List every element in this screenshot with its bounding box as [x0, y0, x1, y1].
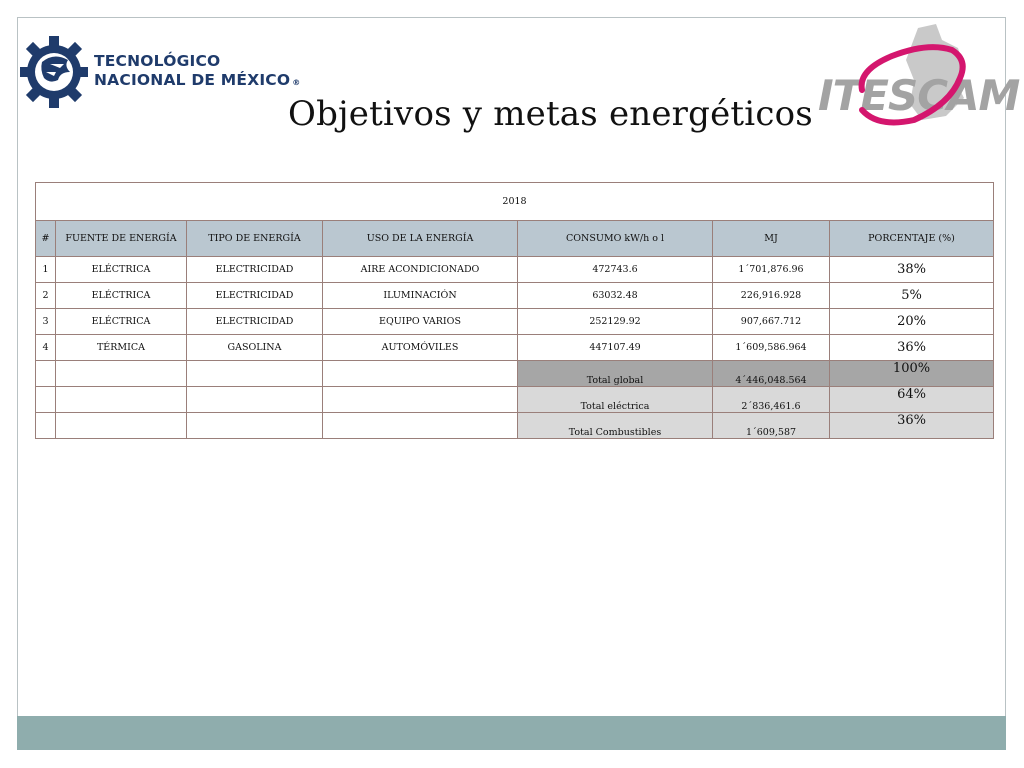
row-number: 4: [36, 335, 56, 361]
year-cell: 2018: [36, 183, 994, 221]
empty-cell: [187, 361, 323, 387]
row-type: ELECTRICIDAD: [187, 257, 323, 283]
table-header-row: [36, 221, 994, 257]
empty-cell: [36, 413, 56, 439]
tecnm-emblem-icon: [20, 22, 88, 122]
row-type: ELECTRICIDAD: [187, 283, 323, 309]
table-row: [36, 283, 994, 309]
row-percent: 38%: [830, 257, 994, 283]
empty-cell: [56, 387, 187, 413]
row-percent: 5%: [830, 283, 994, 309]
table-row: [36, 335, 994, 361]
row-number: 1: [36, 257, 56, 283]
row-source: TÉRMICA: [56, 335, 187, 361]
table-row: [36, 257, 994, 283]
page-title: Objetivos y metas energéticos: [288, 94, 813, 134]
empty-cell: [187, 413, 323, 439]
tecnm-logo: [20, 22, 301, 122]
row-use: EQUIPO VARIOS: [323, 309, 518, 335]
empty-cell: [187, 387, 323, 413]
header-mj: MJ: [713, 221, 830, 257]
row-mj: 1´609,586.964: [713, 335, 830, 361]
row-consumption: 472743.6: [518, 257, 713, 283]
row-mj: 1´701,876.96: [713, 257, 830, 283]
row-number: 2: [36, 283, 56, 309]
header-percent: PORCENTAJE (%): [830, 221, 994, 257]
row-type: ELECTRICIDAD: [187, 309, 323, 335]
total-fuel-percent: 36%: [830, 413, 994, 439]
empty-cell: [56, 361, 187, 387]
total-global-row: [36, 361, 994, 387]
itescam-swoosh-icon: [818, 20, 1003, 132]
table-row: [36, 309, 994, 335]
row-use: AUTOMÓVILES: [323, 335, 518, 361]
header-type: TIPO DE ENERGÍA: [187, 221, 323, 257]
total-electric-label: Total eléctrica: [518, 387, 713, 413]
total-electric-mj: 2´836,461.6: [713, 387, 830, 413]
footer-bar: [17, 716, 1006, 750]
empty-cell: [56, 413, 187, 439]
header-number: #: [36, 221, 56, 257]
header-consumption: CONSUMO kW/h o l: [518, 221, 713, 257]
row-use: AIRE ACONDICIONADO: [323, 257, 518, 283]
empty-cell: [36, 387, 56, 413]
total-fuel-row: [36, 413, 994, 439]
empty-cell: [36, 361, 56, 387]
tecnm-name: [94, 52, 300, 92]
empty-cell: [323, 413, 518, 439]
row-use: ILUMINACIÓN: [323, 283, 518, 309]
row-consumption: 252129.92: [518, 309, 713, 335]
row-source: ELÉCTRICA: [56, 283, 187, 309]
header-use: USO DE LA ENERGÍA: [323, 221, 518, 257]
row-percent: 36%: [830, 335, 994, 361]
row-consumption: 63032.48: [518, 283, 713, 309]
row-source: ELÉCTRICA: [56, 309, 187, 335]
total-global-mj: 4´446,048.564: [713, 361, 830, 387]
row-source: ELÉCTRICA: [56, 257, 187, 283]
row-type: GASOLINA: [187, 335, 323, 361]
header-source: FUENTE DE ENERGÍA: [56, 221, 187, 257]
row-number: 3: [36, 309, 56, 335]
empty-cell: [323, 387, 518, 413]
row-percent: 20%: [830, 309, 994, 335]
itescam-wordmark: ITESCAM: [818, 71, 1020, 120]
energy-table: [35, 182, 994, 439]
registered-mark: ®: [292, 78, 301, 87]
tecnm-name-line2: NACIONAL DE MÉXICO: [94, 71, 291, 89]
table-year-row: [36, 183, 994, 221]
row-mj: 907,667.712: [713, 309, 830, 335]
total-electric-row: [36, 387, 994, 413]
total-global-label: Total global: [518, 361, 713, 387]
tecnm-name-line1: TECNOLÓGICO: [94, 52, 221, 70]
total-electric-percent: 64%: [830, 387, 994, 413]
total-fuel-mj: 1´609,587: [713, 413, 830, 439]
row-consumption: 447107.49: [518, 335, 713, 361]
total-global-percent: 100%: [830, 361, 994, 387]
total-fuel-label: Total Combustibles: [518, 413, 713, 439]
row-mj: 226,916.928: [713, 283, 830, 309]
itescam-logo: [818, 20, 1020, 132]
empty-cell: [323, 361, 518, 387]
